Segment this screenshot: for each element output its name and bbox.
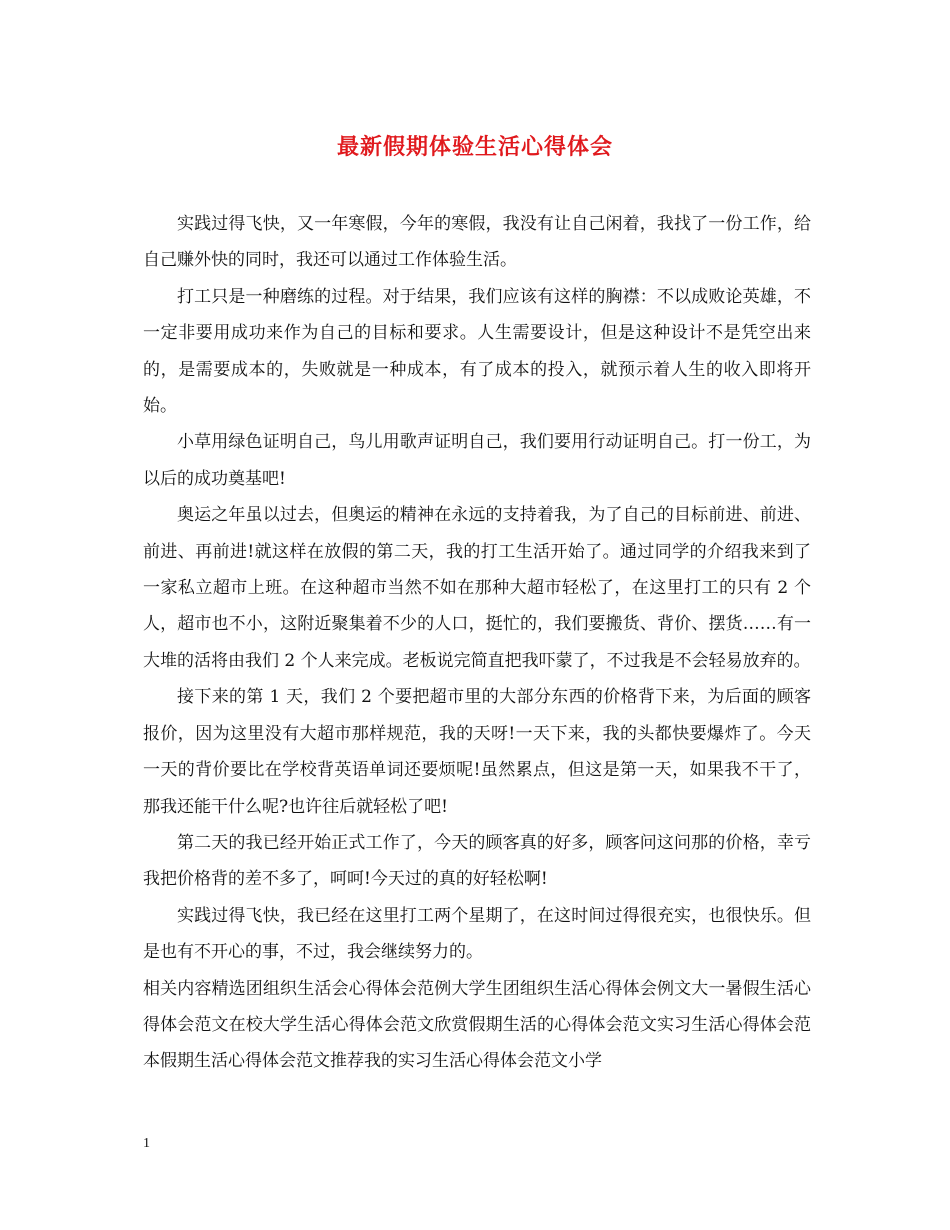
document-body <box>143 206 811 1080</box>
paragraph-7: 实践过得飞快，我已经在这里打工两个星期了，在这时间过得很充实，也很快乐。但是也有不开心的事，不过，我会继续努力的。 <box>143 905 811 963</box>
paragraph-5: 接下来的第 1 天，我们 2 个要把超市里的大部分东西的价格背下来，为后面的顾客报价，因为这里没有大超市那样规范，我的天呀!一天下来，我的头都快要爆炸了。今天一天的背价要比在学校背英语单词还要烦呢!虽然累点，但这是第一天，如果我不干了，那我还能干什么呢?也许往后就轻松了吧! <box>143 687 811 817</box>
page-number: 1 <box>143 1136 150 1151</box>
paragraph-1: 实践过得飞快，又一年寒假，今年的寒假，我没有让自己闲着，我找了一份工作，给自己赚外快的同时，我还可以通过工作体验生活。 <box>143 214 811 271</box>
paragraph-6: 第二天的我已经开始正式工作了，今天的顾客真的好多，顾客问这问那的价格，幸亏我把价格背的差不多了，呵呵!今天过的真的好轻松啊! <box>143 832 811 890</box>
page-title: 最新假期体验生活心得体会 <box>336 135 613 160</box>
related-content: 相关内容精选团组织生活会心得体会范例大学生团组织生活心得体会例文大一暑假生活心得体会范文在校大学生活心得体会范文欣赏假期生活的心得体会范文实习生活心得体会范本假期生活心得体会范文推荐我的实习生活心得体会范文小学 <box>143 978 811 1072</box>
paragraph-3: 小草用绿色证明自己，鸟儿用歌声证明自己，我们要用行动证明自己。打一份工，为以后的成功奠基吧! <box>143 432 811 489</box>
paragraph-4: 奥运之年虽以过去，但奥运的精神在永远的支持着我，为了自己的目标前进、前进、前进、再前进!就这样在放假的第二天，我的打工生活开始了。通过同学的介绍我来到了一家私立超市上班。在这种超市当然不如在那种大超市轻松了，在这里打工的只有 2 个人，超市也不小，这附近聚集着不少的人口，挺忙的，我们要搬货、背价、摆货……有一大堆的活将由我们 2 个人来完成。老板说完简直把我吓蒙了，不过我是不会轻易放弃的。 <box>143 505 811 671</box>
paragraph-2: 打工只是一种磨练的过程。对于结果，我们应该有这样的胸襟：不以成败论英雄，不一定非要用成功来作为自己的目标和要求。人生需要设计，但是这种设计不是凭空出来的，是需要成本的，失败就是一种成本，有了成本的投入，就预示着人生的收入即将开始。 <box>143 286 811 417</box>
